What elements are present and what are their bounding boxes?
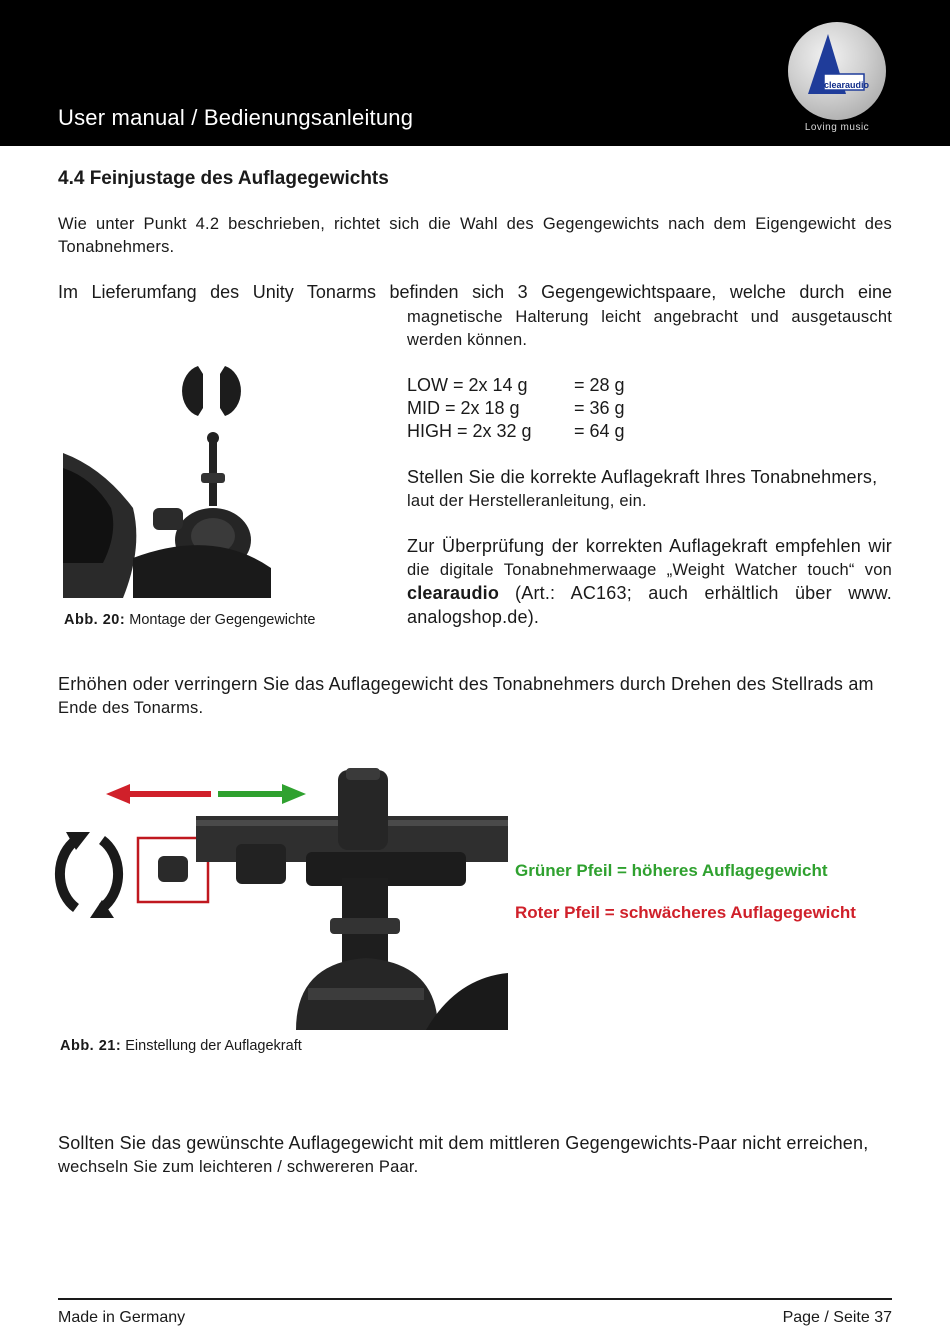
figure-20-caption: [64, 612, 315, 628]
scale-recommendation-paragraph: [407, 535, 892, 630]
closing-lead: Sollten Sie das gewünschte Auflagegewicht mit dem mittleren Gegengewichts-Paar nicht erreichen,: [58, 1133, 869, 1153]
closing-paragraph: [58, 1132, 892, 1179]
section-heading: 4.4 Feinjustage des Auflagegewichts: [58, 168, 389, 189]
header-title: User manual / Bedienungsanleitung: [58, 105, 414, 130]
clearaudio-logo: [788, 22, 886, 120]
figure-tracking-force-adjustment: [46, 768, 508, 1030]
closing-rest: wechseln Sie zum leichteren / schwereren Paar.: [58, 1158, 419, 1176]
logo-tagline: Loving music: [804, 122, 870, 133]
figure-20-text: Montage der Gegengewichte: [129, 612, 316, 628]
rotation-arrows-icon: [60, 832, 118, 918]
red-arrow-note: Roter Pfeil = schwächeres Auflagegewicht: [515, 903, 856, 922]
footer-page-number: Page / Seite 37: [782, 1309, 892, 1326]
scale-mid: die digitale Tonabnehmerwaage „Weight Watcher touch“ von: [407, 561, 892, 579]
logo-triangle-icon: [788, 22, 886, 120]
weight-label: LOW = 2x 14 g: [407, 375, 528, 395]
green-arrow-icon: [218, 784, 306, 804]
adjustment-paragraph: [58, 673, 892, 720]
figure-counterweight-mounting: [63, 358, 273, 598]
intro-paragraph: Wie unter Punkt 4.2 beschrieben, richtet sich die Wahl des Gegengewichts nach dem Eigengewicht des Tonabnehmers.: [58, 215, 892, 256]
green-arrow-note: Grüner Pfeil = höheres Auflagegewicht: [515, 861, 828, 880]
figure-21-text: Einstellung der Auflagekraft: [125, 1038, 302, 1054]
footer-rule: [58, 1298, 892, 1300]
red-arrow-icon: [106, 784, 211, 804]
tracking-force-paragraph: [407, 466, 892, 513]
figure-21-label: Abb. 21:: [60, 1038, 122, 1054]
weight-total: = 64 g: [574, 421, 625, 441]
adjustment-rest: Ende des Tonarms.: [58, 699, 204, 717]
scale-end: (Art.: AC163; auch erhältlich über www. analogshop.de).: [407, 583, 892, 627]
adjustment-lead: Erhöhen oder verringern Sie das Auflagegewicht des Tonabnehmers durch Drehen des Stellrads am: [58, 674, 874, 694]
weight-total: = 28 g: [574, 375, 625, 395]
counterweight-paragraph-rest: magnetische Halterung leicht angebracht und ausgetauscht werden können.: [407, 308, 892, 349]
weight-total: = 36 g: [574, 398, 625, 418]
counterweight-paragraph-line1: Im Lieferumfang des Unity Tonarms befinden sich 3 Gegengewichtspaare, welche durch eine: [58, 282, 892, 302]
weight-label: HIGH = 2x 32 g: [407, 421, 532, 441]
figure-21-caption: [60, 1038, 302, 1054]
brand-name: clearaudio: [407, 583, 500, 603]
tracking-force-rest: laut der Herstelleranleitung, ein.: [407, 492, 647, 510]
logo-wordmark: clearaudio: [824, 80, 870, 90]
tracking-force-lead: Stellen Sie die korrekte Auflagekraft Ihres Tonabnehmers,: [407, 467, 878, 487]
figure-20-label: Abb. 20:: [64, 612, 126, 628]
scale-lead: Zur Überprüfung der korrekten Auflagekraft empfehlen wir: [407, 536, 892, 556]
footer-made-in: Made in Germany: [58, 1309, 186, 1326]
weight-label: MID = 2x 18 g: [407, 398, 520, 418]
